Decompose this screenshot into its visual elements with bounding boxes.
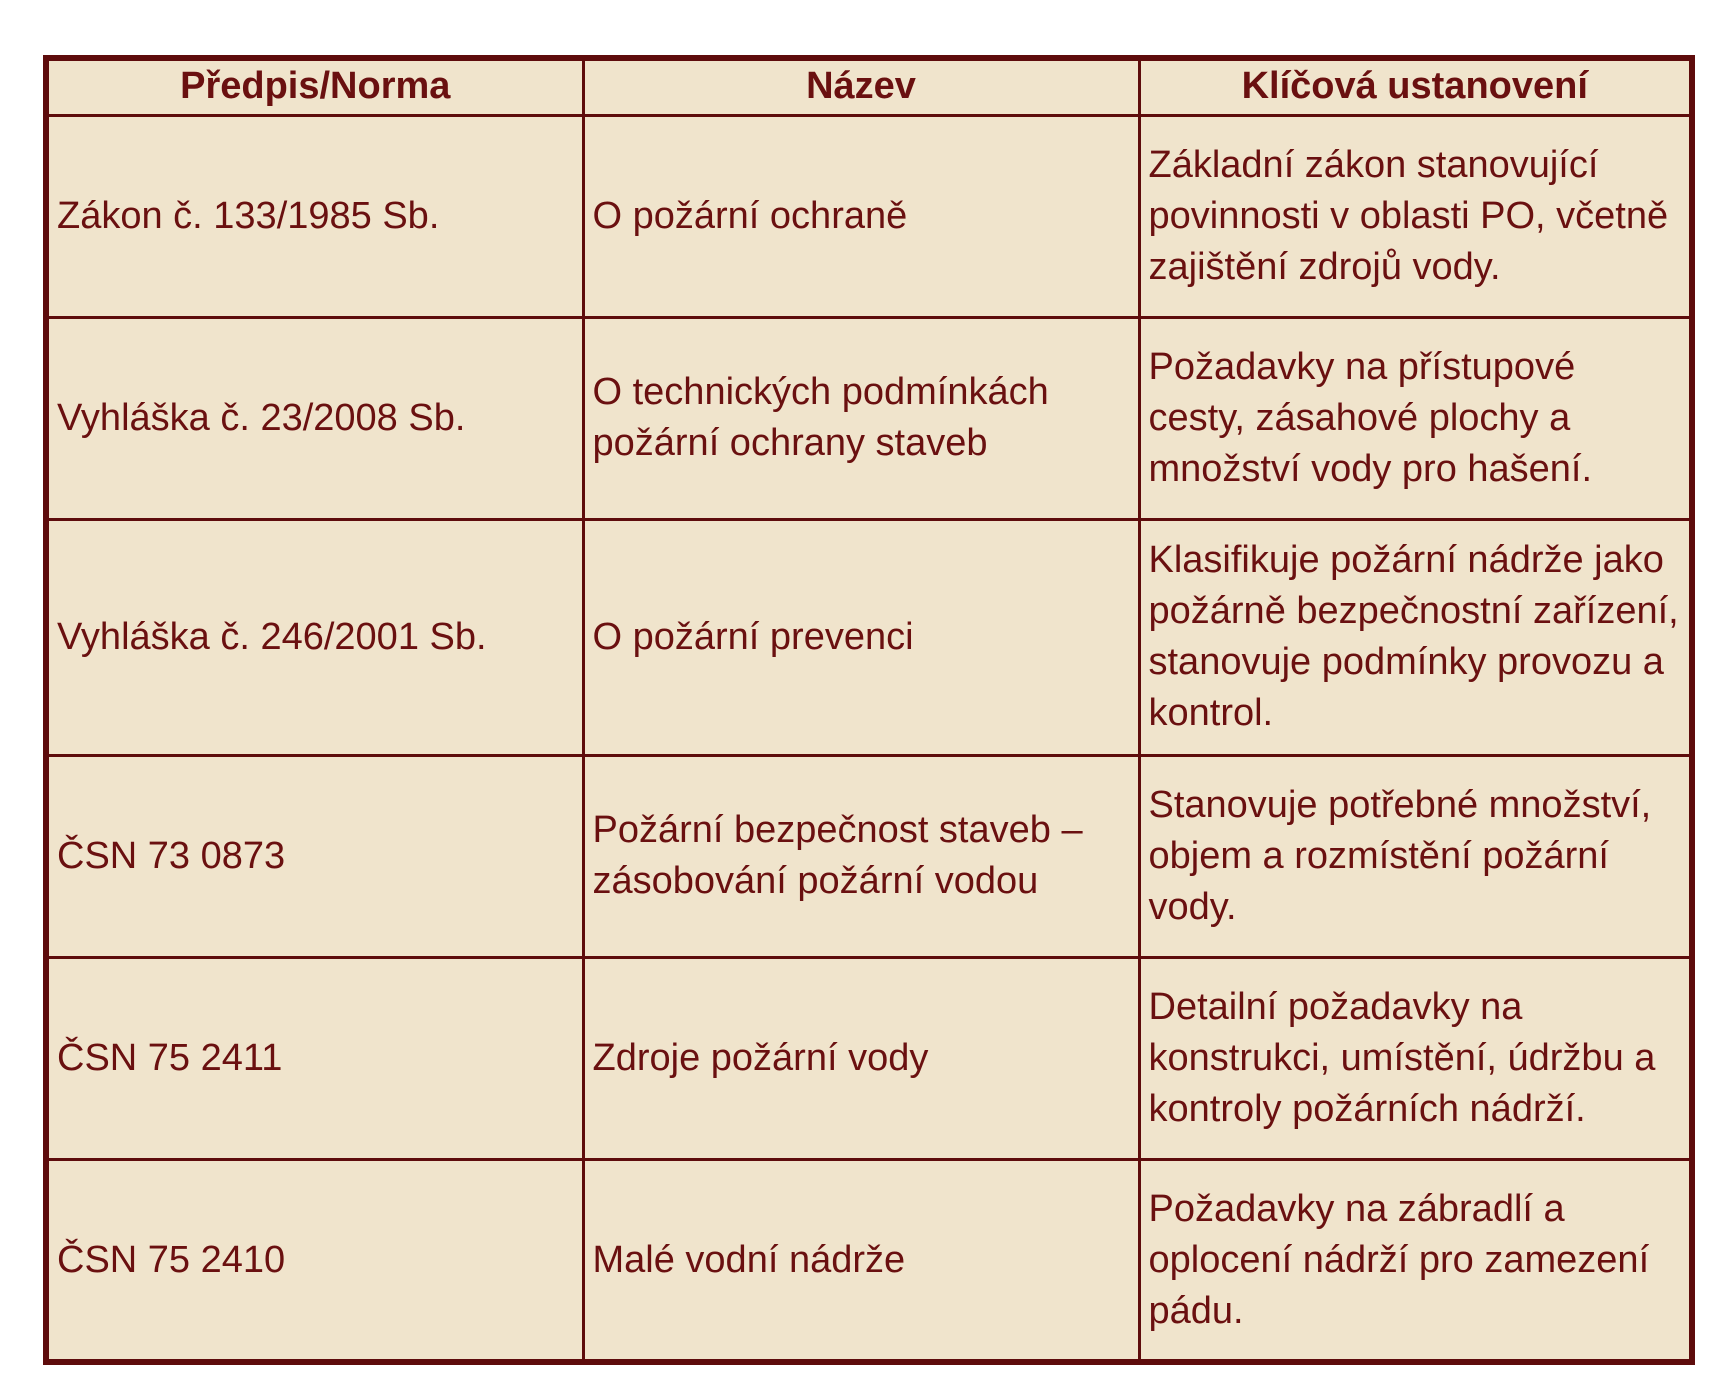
table-row (49, 317, 1689, 519)
cell-regulation: Vyhláška č. 246/2001 Sb. (49, 519, 583, 755)
cell-regulation: ČSN 75 2410 (49, 1159, 583, 1361)
table-row (49, 115, 1689, 317)
table-row (49, 957, 1689, 1159)
cell-name: O technických podmínkách požární ochrany staveb (583, 317, 1139, 519)
cell-name: Zdroje požární vody (583, 957, 1139, 1159)
cell-provisions: Klasifikuje požární nádrže jako požárně bezpečnostní zařízení, stanovuje podmínky provozu a kontrol. (1139, 519, 1689, 755)
cell-name: O požární ochraně (583, 115, 1139, 317)
cell-provisions: Požadavky na přístupové cesty, zásahové plochy a množství vody pro hašení. (1139, 317, 1689, 519)
regulations-table-container (43, 55, 1695, 1365)
cell-regulation: Zákon č. 133/1985 Sb. (49, 115, 583, 317)
regulations-table (49, 61, 1689, 1361)
table-row (49, 519, 1689, 755)
cell-provisions: Detailní požadavky na konstrukci, umístění, údržbu a kontroly požárních nádrží. (1139, 957, 1689, 1159)
cell-name: O požární prevenci (583, 519, 1139, 755)
header-regulation: Předpis/Norma (49, 61, 583, 115)
cell-regulation: ČSN 75 2411 (49, 957, 583, 1159)
table-header-row (49, 61, 1689, 115)
table-row (49, 1159, 1689, 1361)
header-key-provisions: Klíčová ustanovení (1139, 61, 1689, 115)
cell-regulation: Vyhláška č. 23/2008 Sb. (49, 317, 583, 519)
cell-regulation: ČSN 73 0873 (49, 755, 583, 957)
cell-name: Požární bezpečnost staveb – zásobování požární vodou (583, 755, 1139, 957)
cell-provisions: Stanovuje potřebné množství, objem a rozmístění požární vody. (1139, 755, 1689, 957)
cell-provisions: Základní zákon stanovující povinnosti v oblasti PO, včetně zajištění zdrojů vody. (1139, 115, 1689, 317)
header-name: Název (583, 61, 1139, 115)
cell-provisions: Požadavky na zábradlí a oplocení nádrží pro zamezení pádu. (1139, 1159, 1689, 1361)
table-row (49, 755, 1689, 957)
cell-name: Malé vodní nádrže (583, 1159, 1139, 1361)
